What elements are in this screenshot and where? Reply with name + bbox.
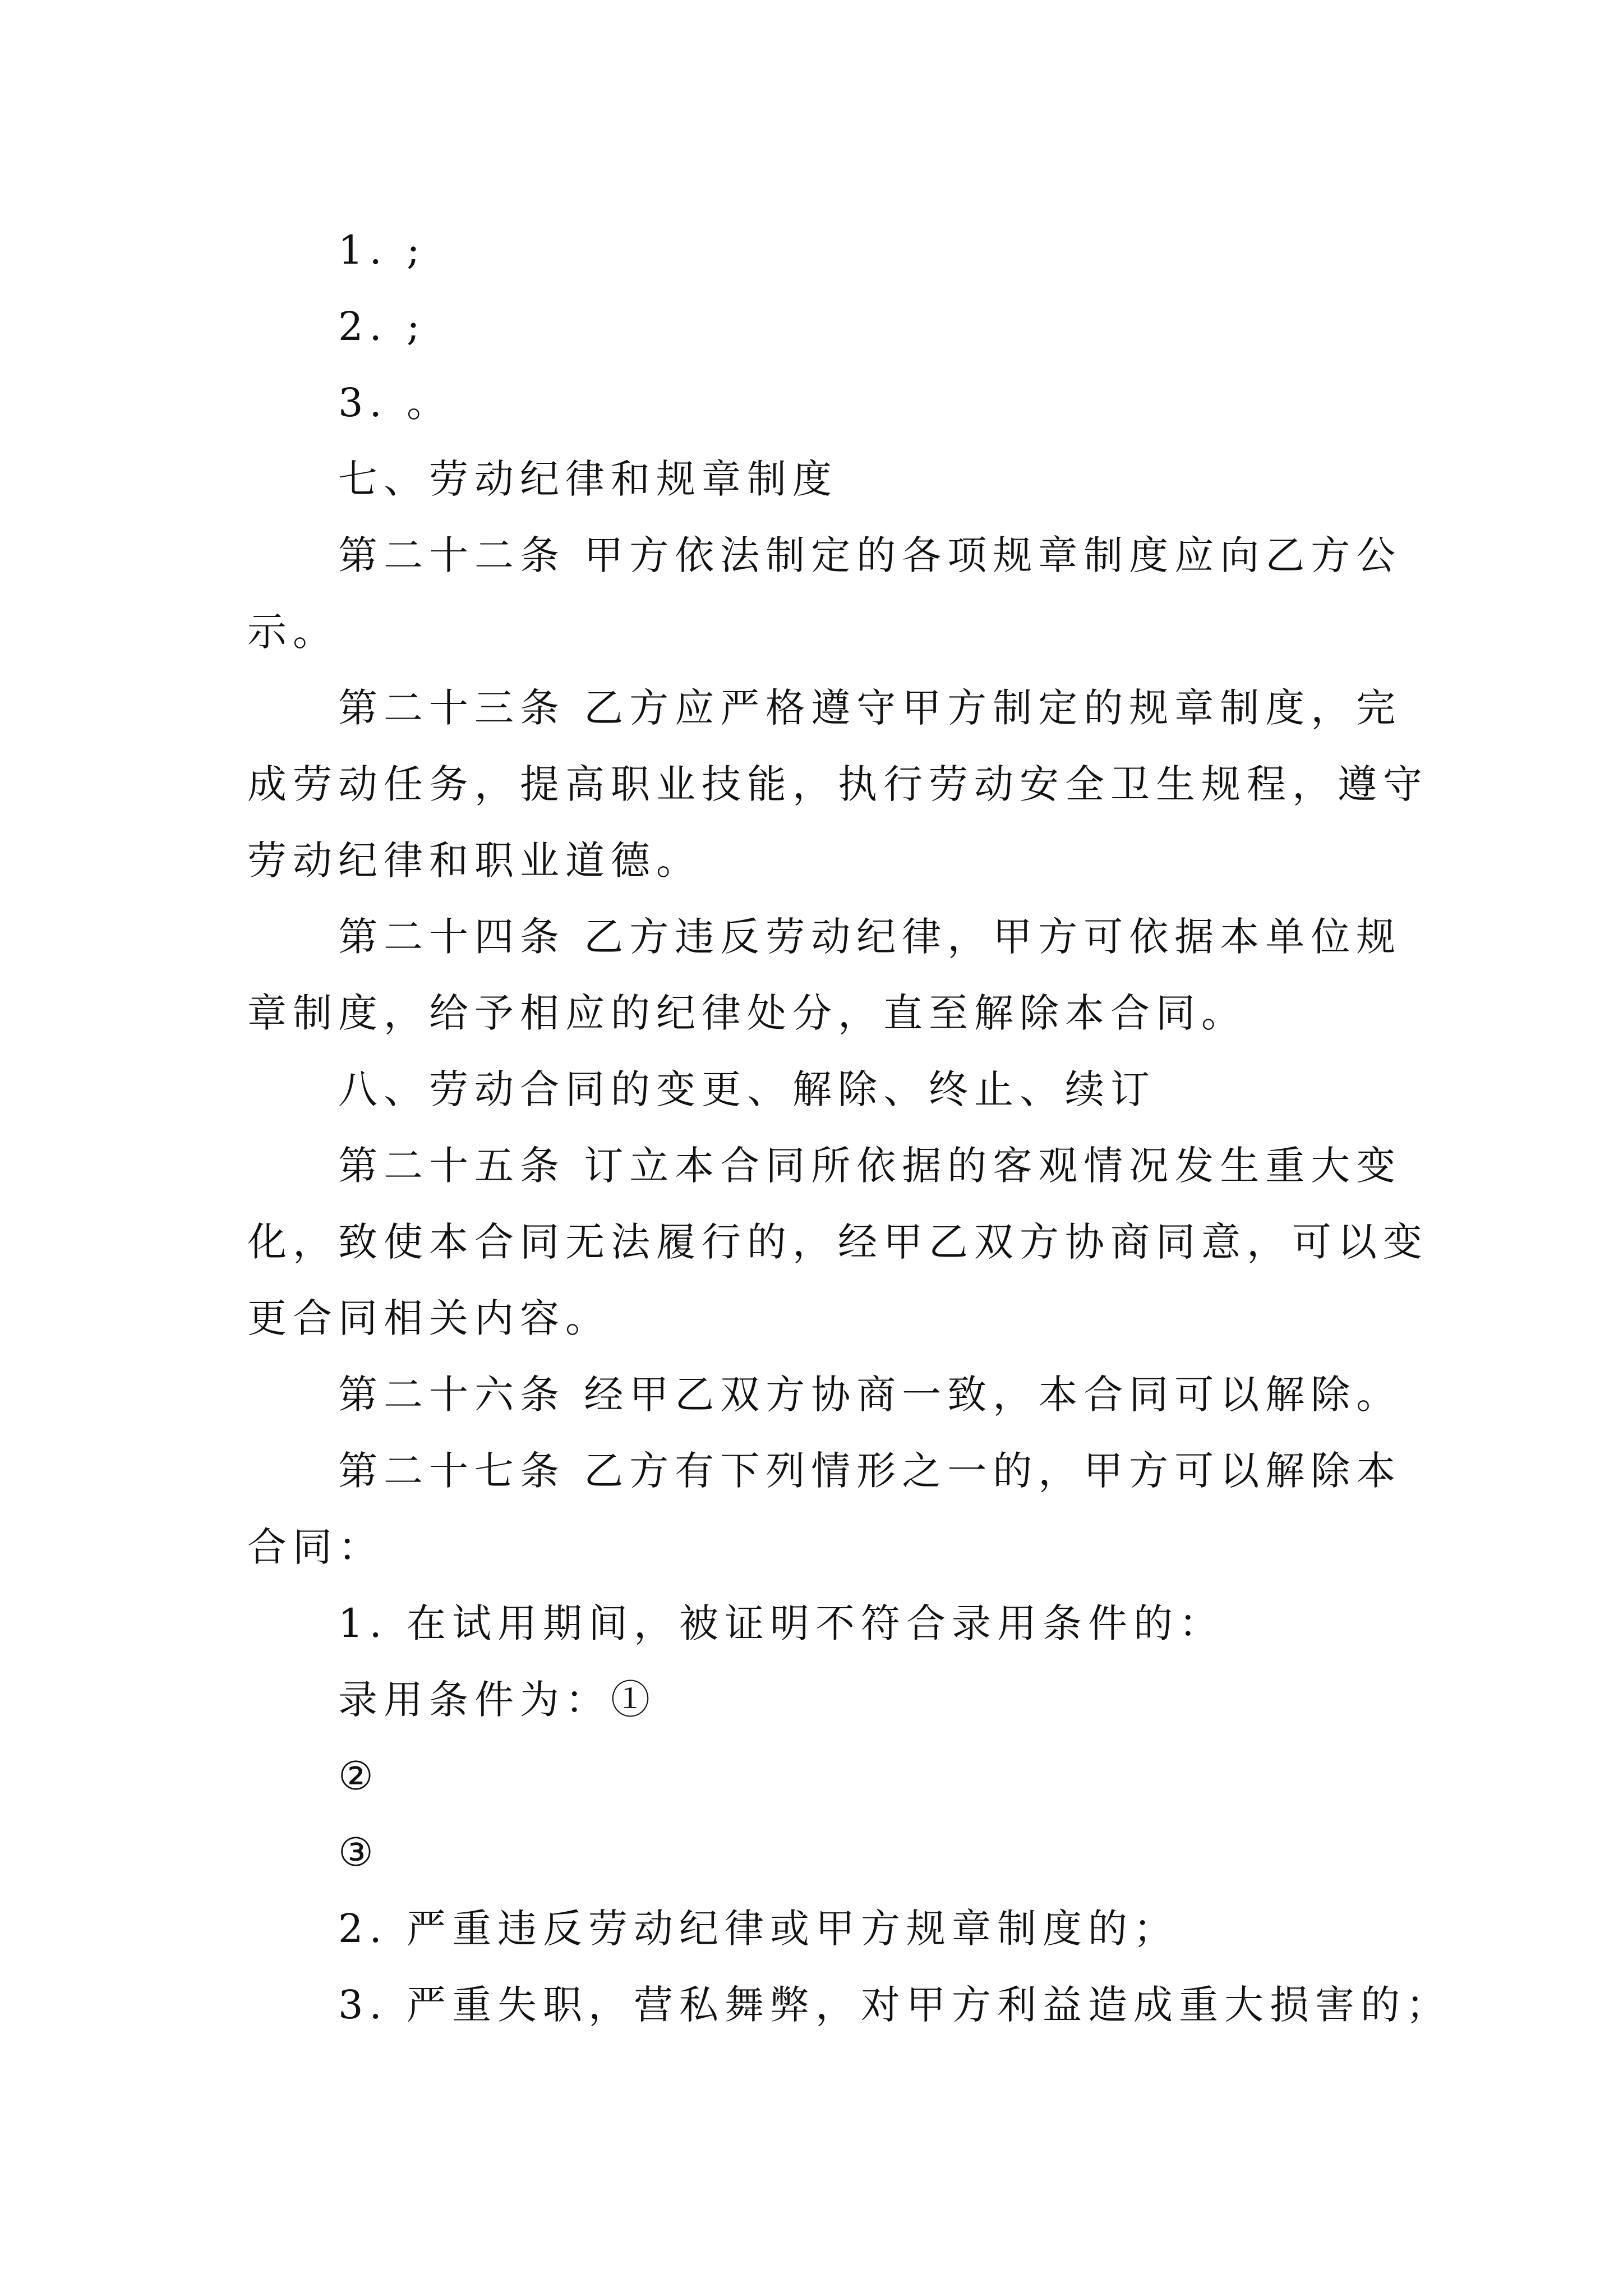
article-26-line-1: 第二十六条 经甲乙双方协商一致，本合同可以解除。 — [338, 1372, 1402, 1418]
article-25-line-1: 第二十五条 订立本合同所依据的客观情况发生重大变 — [338, 1143, 1402, 1189]
list-item-3: 3. 严重失职，营私舞弊，对甲方利益造成重大损害的； — [338, 1982, 1452, 2028]
article-24-line-2: 章制度，给予相应的纪律处分，直至解除本合同。 — [247, 990, 1247, 1036]
hiring-condition-2: ② — [338, 1753, 380, 1799]
text-line-3: 3. 。 — [338, 380, 453, 426]
article-22-line-1: 第二十二条 甲方依法制定的各项规章制度应向乙方公 — [338, 532, 1402, 578]
contract-text — [247, 212, 1452, 2043]
text-line-2: 2. ; — [338, 303, 426, 349]
article-24-line-1: 第二十四条 乙方违反劳动纪律，甲方可依据本单位规 — [338, 914, 1402, 960]
hiring-condition-3: ③ — [338, 1829, 380, 1875]
article-27-line-2: 合同： — [247, 1524, 384, 1570]
article-23-line-3: 劳动纪律和职业道德。 — [247, 838, 702, 884]
hiring-conditions-line: 录用条件为：① — [338, 1677, 656, 1723]
article-25-line-3: 更合同相关内容。 — [247, 1295, 611, 1341]
section-heading-contract-changes: 八、劳动合同的变更、解除、终止、续订 — [338, 1066, 1156, 1112]
list-item-2: 2. 严重违反劳动纪律或甲方规章制度的； — [338, 1906, 1179, 1952]
list-item-1: 1. 在试用期间，被证明不符合录用条件的： — [338, 1600, 1225, 1646]
article-27-line-1: 第二十七条 乙方有下列情形之一的，甲方可以解除本 — [338, 1448, 1402, 1494]
text-line-1: 1. ; — [338, 227, 426, 273]
article-22-line-2: 示。 — [247, 609, 338, 655]
article-23-line-2: 成劳动任务，提高职业技能，执行劳动安全卫生规程，遵守 — [247, 761, 1428, 807]
section-heading-labor-discipline: 七、劳动纪律和规章制度 — [338, 456, 838, 502]
article-23-line-1: 第二十三条 乙方应严格遵守甲方制定的规章制度，完 — [338, 685, 1402, 731]
article-25-line-2: 化，致使本合同无法履行的，经甲乙双方协商同意，可以变 — [247, 1219, 1428, 1265]
